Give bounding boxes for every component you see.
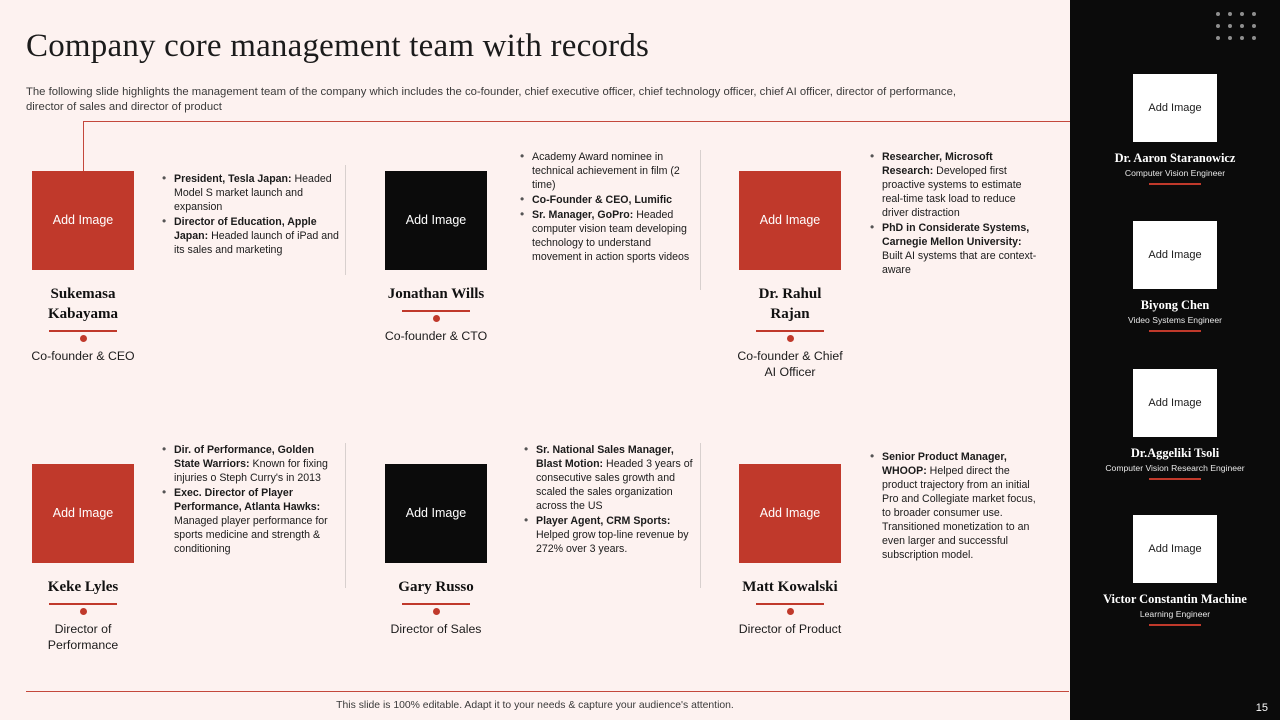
person-name-5: Gary Russo <box>398 579 474 595</box>
person-photo-placeholder-4[interactable]: Add Image <box>32 464 134 563</box>
page-subtitle: The following slide highlights the management team of the company which includes the co-founder, chief executive officer, chief technology officer, chief AI officer, director of performance, director of sales and director of product <box>26 86 957 113</box>
person-divider-1 <box>32 330 134 342</box>
bullet-item: • Sr. Manager, GoPro: Headed computer vision team developing technology to understand movement in action sports videos <box>532 208 693 264</box>
dots-decoration-icon <box>1216 12 1264 48</box>
side-card-1 <box>1070 74 1280 185</box>
divider-bar <box>49 330 117 332</box>
column-divider-2 <box>700 150 701 290</box>
side-role-3: Computer Vision Research Engineer <box>1105 463 1245 473</box>
divider-dot <box>433 315 440 322</box>
person-bullets-4 <box>160 443 340 557</box>
footer-divider <box>26 691 1069 692</box>
divider-dot <box>80 608 87 615</box>
bullet-item: • Co-Founder & CEO, Lumific <box>532 193 693 207</box>
bullet-item: • Academy Award nominee in technical achievement in film (2 time) <box>532 150 693 192</box>
person-bullets-1 <box>160 172 340 258</box>
bullet-item: • President, Tesla Japan: Headed Model S market launch and expansion <box>174 172 340 214</box>
divider-dot <box>80 335 87 342</box>
person-photo-placeholder-6[interactable]: Add Image <box>739 464 841 563</box>
divider-dot <box>787 335 794 342</box>
divider-bar <box>402 310 470 312</box>
bullet-item: • Exec. Director of Player Performance, Atlanta Hawks: Managed player performance for sports medicine and strength & conditioning <box>174 486 340 556</box>
page-number: 15 <box>1255 702 1268 714</box>
side-role-2: Video Systems Engineer <box>1128 315 1222 325</box>
page-title: Company core management team with records <box>26 28 650 64</box>
person-divider-5 <box>385 603 487 615</box>
side-rule-2 <box>1149 330 1201 332</box>
divider-dot <box>433 608 440 615</box>
person-name-3: Dr. Rahul Rajan <box>758 286 822 322</box>
person-name-2: Jonathan Wills <box>387 286 485 302</box>
person-name-1: Sukemasa Kabayama <box>47 286 118 322</box>
side-rule-4 <box>1149 624 1201 626</box>
person-role-4: Director of Performance <box>47 622 119 652</box>
divider-bar <box>49 603 117 605</box>
person-divider-4 <box>32 603 134 615</box>
person-divider-6 <box>739 603 841 615</box>
person-divider-3 <box>739 330 841 342</box>
side-photo-placeholder-3[interactable]: Add Image <box>1133 369 1217 437</box>
side-name-2: Biyong Chen <box>1140 298 1210 312</box>
side-role-1: Computer Vision Engineer <box>1124 168 1226 178</box>
person-name-4: Keke Lyles <box>47 579 119 595</box>
person-photo-placeholder-2[interactable]: Add Image <box>385 171 487 270</box>
side-card-4 <box>1070 515 1280 626</box>
person-role-3: Co-founder & Chief AI Officer <box>737 349 843 379</box>
person-bullets-5 <box>522 443 694 557</box>
person-bullets-3 <box>868 150 1040 278</box>
frame-divider-horizontal <box>83 121 1070 122</box>
bullet-item: • Dir. of Performance, Golden State Warriors: Known for fixing injuries o Steph Curry's in 2013 <box>174 443 340 485</box>
side-panel <box>1070 0 1280 720</box>
side-card-3 <box>1070 369 1280 480</box>
column-divider-4 <box>700 443 701 588</box>
footer-note: This slide is 100% editable. Adapt it to your needs & capture your audience's attention. <box>336 700 734 711</box>
column-divider-3 <box>345 443 346 588</box>
person-bullets-2 <box>518 150 693 265</box>
side-photo-placeholder-1[interactable]: Add Image <box>1133 74 1217 142</box>
side-rule-3 <box>1149 478 1201 480</box>
divider-bar <box>402 603 470 605</box>
person-role-1: Co-founder & CEO <box>31 349 135 363</box>
person-role-2: Co-founder & CTO <box>384 329 488 343</box>
person-card-6 <box>739 464 845 637</box>
side-photo-placeholder-2[interactable]: Add Image <box>1133 221 1217 289</box>
side-name-3: Dr.Aggeliki Tsoli <box>1130 446 1220 460</box>
person-photo-placeholder-3[interactable]: Add Image <box>739 171 841 270</box>
person-photo-placeholder-1[interactable]: Add Image <box>32 171 134 270</box>
bullet-item: • Senior Product Manager, WHOOP: Helped direct the product trajectory from an initial Pro and Collegiate market focus, to broader consumer use. Transitioned monetization to an even larger and successful subscription model. <box>882 450 1043 562</box>
divider-dot <box>787 608 794 615</box>
person-role-6: Director of Product <box>738 622 842 636</box>
person-divider-2 <box>385 310 487 322</box>
bullet-item: • Director of Education, Apple Japan: Headed launch of iPad and its sales and marketing <box>174 215 340 257</box>
person-card-3 <box>739 171 845 380</box>
person-card-2 <box>385 171 491 344</box>
side-photo-placeholder-4[interactable]: Add Image <box>1133 515 1217 583</box>
side-name-1: Dr. Aaron Staranowicz <box>1114 151 1236 165</box>
person-card-1 <box>32 171 138 364</box>
bullet-item: • Researcher, Microsoft Research: Developed first proactive systems to estimate real-time task load to reduce driver distraction <box>882 150 1040 220</box>
person-name-6: Matt Kowalski <box>742 579 838 595</box>
side-role-4: Learning Engineer <box>1139 609 1211 619</box>
column-divider-1 <box>345 165 346 275</box>
side-name-4: Victor Constantin Machine <box>1103 592 1247 606</box>
divider-bar <box>756 330 824 332</box>
person-photo-placeholder-5[interactable]: Add Image <box>385 464 487 563</box>
side-rule-1 <box>1149 183 1201 185</box>
bullet-item: • PhD in Considerate Systems, Carnegie Mellon University: Built AI systems that are context-aware <box>882 221 1040 277</box>
person-card-5 <box>385 464 491 637</box>
divider-bar <box>756 603 824 605</box>
side-card-2 <box>1070 221 1280 332</box>
bullet-item: • Sr. National Sales Manager, Blast Motion: Headed 3 years of consecutive sales growth and scaled the sales organization across the US <box>536 443 694 513</box>
person-bullets-6 <box>868 450 1043 563</box>
person-role-5: Director of Sales <box>390 622 482 636</box>
bullet-item: • Player Agent, CRM Sports: Helped grow top-line revenue by 272% over 3 years. <box>536 514 694 556</box>
person-card-4 <box>32 464 138 653</box>
